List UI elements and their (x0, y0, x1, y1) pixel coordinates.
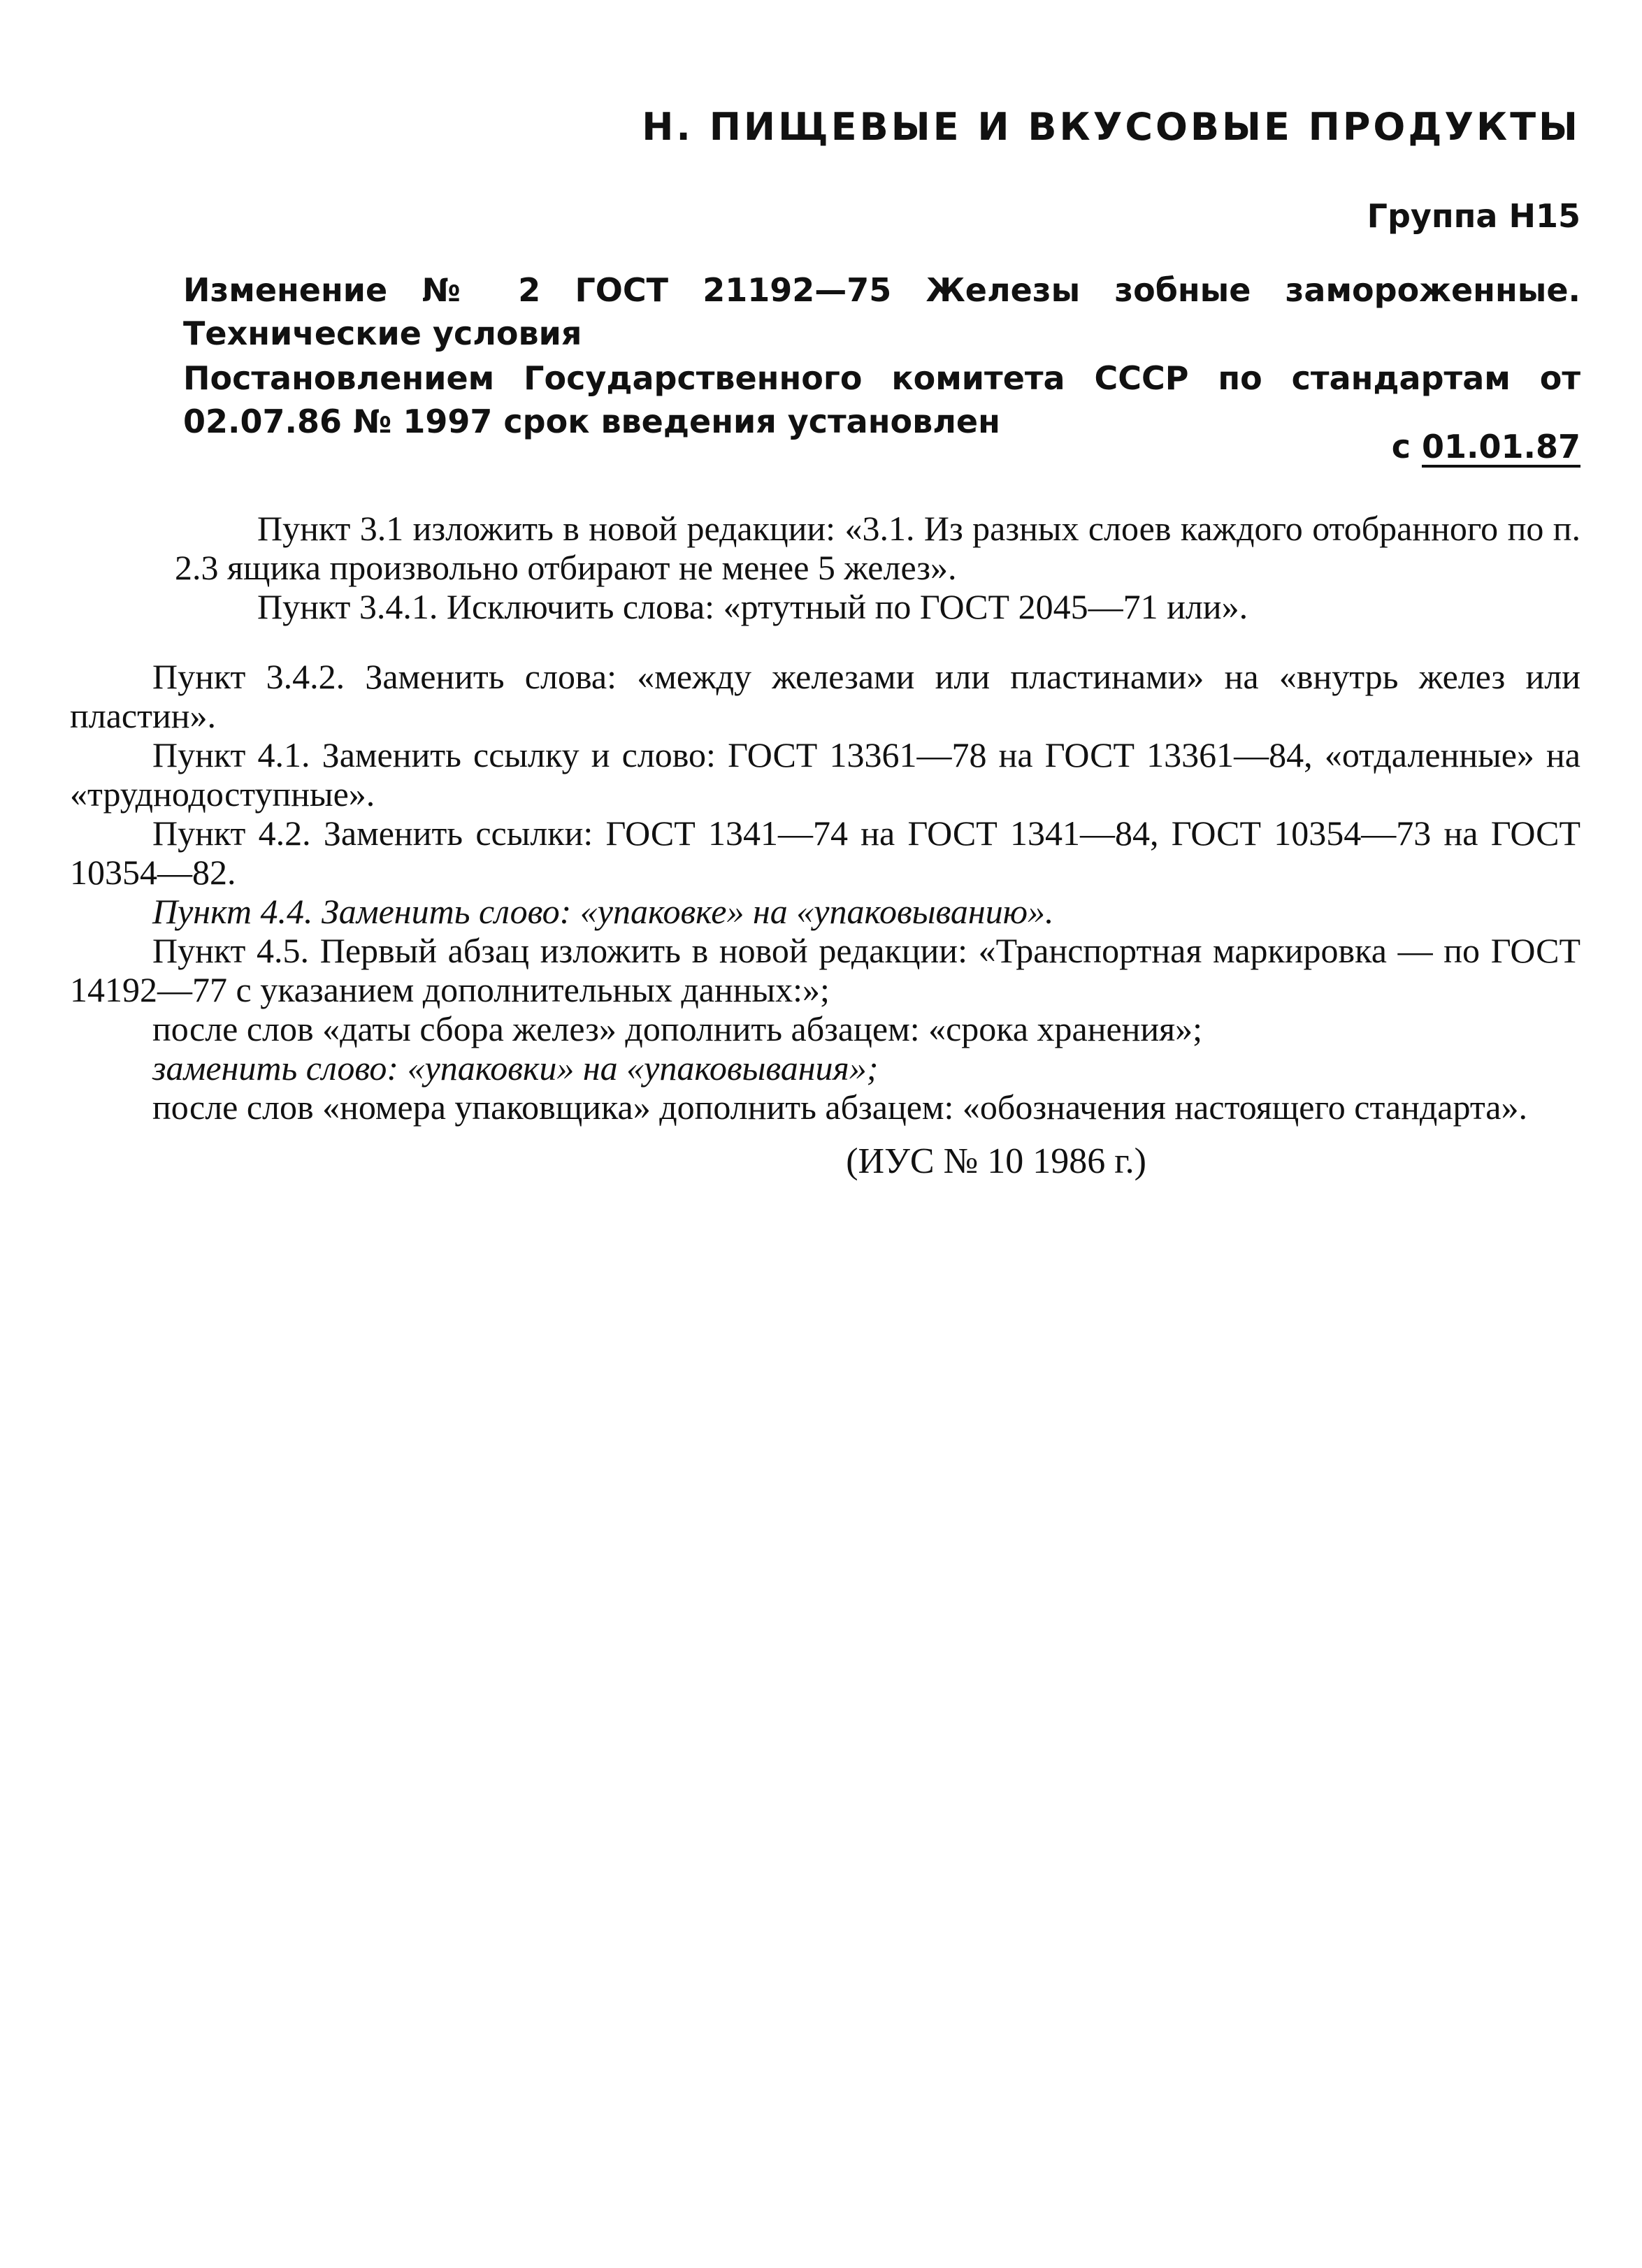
amendment-paragraph: Пункт 4.1. Заменить ссылку и слово: ГОСТ 13361—78 на ГОСТ 13361—84, «отдаленные» на «труднодоступные». (70, 735, 1580, 814)
amendment-paragraph: Пункт 3.4.2. Заменить слова: «между железами или пластинами» на «внутрь желез или пластин». (70, 657, 1580, 735)
amendment-paragraph: после слов «даты сбора желез» дополнить абзацем: «срока хранения»; (152, 1009, 1203, 1048)
effective-prefix: с (1391, 428, 1422, 465)
amendment-paragraph: Пункт 4.4. Заменить слово: «упаковке» на «упаковыванию». (152, 892, 1054, 931)
group-code: Группа Н15 (1367, 197, 1580, 235)
amendment-paragraph: Пункт 3.1 изложить в новой редакции: «3.1. Из разных слоев каждого отобранного по п. 2.3 ящика произвольно отбирают не менее 5 желез». (175, 509, 1580, 587)
amendment-paragraph: после слов «номера упаковщика» дополнить абзацем: «обозначения настоящего стандарта». (152, 1088, 1527, 1127)
amendment-paragraph: Пункт 4.5. Первый абзац изложить в новой редакции: «Транспортная маркировка — по ГОСТ 14192—77 с указанием дополнительных данных:»; (70, 931, 1580, 1009)
effective-date: 01.01.87 (1422, 428, 1580, 465)
amendment-paragraph: заменить слово: «упаковки» на «упаковывания»; (152, 1048, 879, 1088)
amendment-title-rest: Железы зобные замороженные. Технические условия (183, 271, 1580, 352)
amendment-paragraph: Пункт 3.4.1. Исключить слова: «ртутный по ГОСТ 2045—71 или». (257, 587, 1248, 626)
amendment-items-block-1 (175, 509, 1580, 626)
effective-date-line (1392, 428, 1580, 465)
section-title: Н. ПИЩЕВЫЕ И ВКУСОВЫЕ ПРОДУКТЫ (642, 105, 1580, 149)
amendment-title (183, 268, 1580, 355)
decree-text: Постановлением Государственного комитета СССР по стандартам от 02.07.86 № 1997 срок введения установлен (183, 359, 1580, 440)
amendment-paragraph: Пункт 4.2. Заменить ссылки: ГОСТ 1341—74 на ГОСТ 1341—84, ГОСТ 10354—73 на ГОСТ 10354—82. (70, 814, 1580, 892)
amendment-label: Изменение № 2 ГОСТ 21192—75 (183, 271, 892, 309)
publication-reference: (ИУС № 10 1986 г.) (846, 1141, 1146, 1181)
amendment-items-block-2 (70, 657, 1580, 1127)
